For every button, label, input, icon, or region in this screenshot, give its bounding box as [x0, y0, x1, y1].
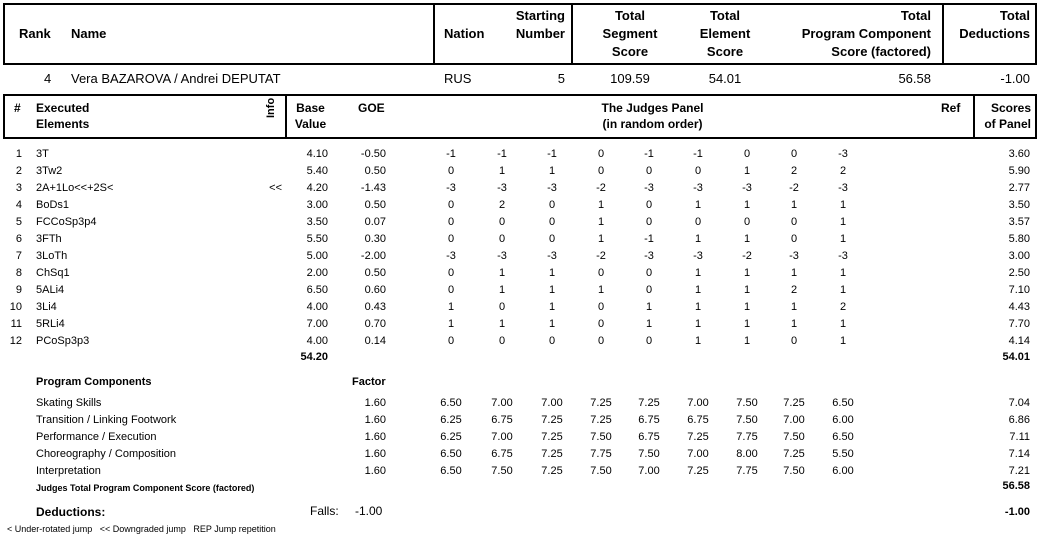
component-name: Choreography / Composition: [36, 448, 177, 460]
element-base-value: 7.00: [306, 318, 328, 330]
component-judge-score: 7.25: [541, 414, 563, 426]
element-judge-score: 1: [548, 301, 556, 313]
element-judge-score: -1: [693, 148, 703, 160]
pcs-total-label: Judges Total Program Component Score (factored): [36, 483, 255, 493]
element-base-value: 5.40: [306, 165, 328, 177]
component-judge-score: 7.00: [783, 414, 805, 426]
element-judge-score: 0: [548, 233, 556, 245]
element-judge-score: 0: [790, 233, 798, 245]
component-judge-score: 6.50: [440, 397, 462, 409]
component-judge-score: 7.50: [590, 465, 612, 477]
component-judge-score: 8.00: [736, 448, 758, 460]
component-judge-score: 7.00: [638, 465, 660, 477]
element-panel-score: 5.90: [1008, 165, 1030, 177]
element-judge-score: -1: [547, 148, 557, 160]
component-judge-score: 7.50: [736, 414, 758, 426]
element-panel-score: 7.10: [1008, 284, 1030, 296]
col-scores-of-panel: Scores of Panel: [984, 101, 1031, 131]
component-panel-score: 7.04: [1008, 397, 1030, 409]
elements-header-divider-a: [285, 94, 287, 137]
element-number: 8: [15, 267, 22, 279]
skater-nation: RUS: [444, 71, 472, 86]
element-number: 12: [9, 335, 22, 347]
element-judge-score: 0: [645, 267, 653, 279]
element-base-value: 4.00: [306, 301, 328, 313]
element-number: 9: [15, 284, 22, 296]
element-goe: 0.14: [364, 335, 386, 347]
component-panel-score: 7.11: [1009, 431, 1030, 443]
element-judge-score: 0: [548, 335, 556, 347]
element-info: <<: [269, 182, 282, 194]
component-judge-score: 7.25: [687, 431, 709, 443]
element-judge-score: 0: [597, 165, 605, 177]
deductions-total: -1.00: [1004, 506, 1030, 518]
component-judge-score: 6.75: [491, 414, 513, 426]
element-code: 3Tw2: [36, 165, 63, 177]
skater-deductions: -1.00: [1000, 71, 1030, 86]
skater-start-number: 5: [557, 71, 565, 86]
element-code: 3T: [36, 148, 49, 160]
element-code: 5ALi4: [36, 284, 65, 296]
element-judge-score: 0: [447, 284, 455, 296]
element-goe: -2.00: [360, 250, 386, 262]
element-judge-score: 0: [597, 318, 605, 330]
element-panel-score: 3.00: [1008, 250, 1030, 262]
header-total-pcs: Total Program Component Score (factored): [801, 8, 931, 59]
component-judge-score: 7.25: [638, 397, 660, 409]
element-judge-score: 0: [694, 165, 702, 177]
element-judge-score: 1: [839, 233, 847, 245]
element-judge-score: -3: [789, 250, 799, 262]
element-judge-score: 1: [447, 318, 455, 330]
skater-tss: 109.59: [610, 71, 650, 86]
col-judges-panel: The Judges Panel (in random order): [601, 101, 704, 131]
element-judge-score: 1: [694, 335, 702, 347]
header-starting-number: Starting Number: [515, 8, 565, 41]
element-judge-score: 1: [498, 284, 506, 296]
element-number: 7: [15, 250, 22, 262]
element-number: 10: [9, 301, 22, 313]
element-base-value: 6.50: [306, 284, 328, 296]
component-judge-score: 6.00: [832, 414, 854, 426]
element-judge-score: 1: [743, 318, 751, 330]
col-ref: Ref: [941, 101, 961, 115]
element-goe: 0.50: [364, 165, 386, 177]
element-judge-score: 1: [548, 284, 556, 296]
element-judge-score: 1: [743, 165, 751, 177]
element-judge-score: 0: [447, 165, 455, 177]
element-goe: -1.43: [360, 182, 386, 194]
component-judge-score: 7.25: [783, 397, 805, 409]
component-factor: 1.60: [364, 431, 386, 443]
component-factor: 1.60: [364, 397, 386, 409]
element-judge-score: 0: [597, 301, 605, 313]
falls-label: Falls:: [310, 504, 339, 518]
element-base-value: 3.50: [306, 216, 328, 228]
element-goe: 0.43: [364, 301, 386, 313]
element-judge-score: 0: [645, 335, 653, 347]
element-number: 2: [15, 165, 22, 177]
element-judge-score: 1: [790, 301, 798, 313]
element-judge-score: 1: [743, 267, 751, 279]
element-judge-score: 0: [447, 216, 455, 228]
component-judge-score: 7.50: [736, 397, 758, 409]
skater-pcs: 56.58: [898, 71, 931, 86]
element-judge-score: 0: [743, 148, 751, 160]
element-judge-score: 1: [839, 199, 847, 211]
element-judge-score: 0: [790, 216, 798, 228]
component-judge-score: 6.50: [440, 465, 462, 477]
col-executed-elements: Executed Elements: [36, 101, 90, 131]
col-goe: GOE: [358, 101, 385, 115]
element-judge-score: 0: [447, 267, 455, 279]
skater-rank: 4: [44, 71, 52, 86]
element-judge-score: 1: [645, 318, 653, 330]
component-judge-score: 7.25: [541, 431, 563, 443]
component-judge-score: 7.00: [541, 397, 563, 409]
element-judge-score: 2: [839, 165, 847, 177]
component-judge-score: 7.25: [590, 414, 612, 426]
element-judge-score: -3: [838, 148, 848, 160]
component-judge-score: 7.25: [541, 448, 563, 460]
element-judge-score: 1: [694, 267, 702, 279]
component-judge-score: 6.50: [440, 448, 462, 460]
element-judge-score: 1: [694, 301, 702, 313]
element-judge-score: 1: [645, 301, 653, 313]
element-number: 6: [15, 233, 22, 245]
element-judge-score: 1: [597, 199, 605, 211]
element-judge-score: 0: [498, 216, 506, 228]
element-code: 3FTh: [36, 233, 62, 245]
element-base-value: 5.50: [306, 233, 328, 245]
element-judge-score: 1: [548, 318, 556, 330]
program-components-title: Program Components: [36, 376, 152, 388]
header-total-deductions: Total Deductions: [959, 8, 1030, 41]
component-judge-score: 6.25: [440, 431, 462, 443]
element-judge-score: 0: [645, 199, 653, 211]
component-judge-score: 7.75: [736, 465, 758, 477]
element-judge-score: 1: [548, 165, 556, 177]
element-goe: 0.50: [364, 267, 386, 279]
element-judge-score: 1: [839, 267, 847, 279]
element-code: 3Li4: [36, 301, 57, 313]
element-judge-score: 0: [597, 148, 605, 160]
element-judge-score: -3: [446, 182, 456, 194]
element-code: ChSq1: [36, 267, 70, 279]
element-judge-score: 2: [839, 301, 847, 313]
header-nation: Nation: [444, 26, 485, 41]
element-judge-score: -3: [446, 250, 456, 262]
element-judge-score: 0: [645, 216, 653, 228]
element-judge-score: 1: [498, 165, 506, 177]
component-judge-score: 7.25: [590, 397, 612, 409]
element-judge-score: 0: [790, 335, 798, 347]
element-judge-score: 1: [743, 233, 751, 245]
col-base-value: Base Value: [294, 101, 327, 131]
element-base-value: 4.10: [306, 148, 328, 160]
element-judge-score: -2: [596, 250, 606, 262]
element-judge-score: 0: [645, 165, 653, 177]
element-code: BoDs1: [36, 199, 70, 211]
element-panel-score: 3.50: [1008, 199, 1030, 211]
component-judge-score: 7.25: [687, 465, 709, 477]
element-number: 5: [15, 216, 22, 228]
component-judge-score: 5.50: [832, 448, 854, 460]
elements-score-total: 54.01: [1002, 351, 1030, 363]
element-base-value: 2.00: [306, 267, 328, 279]
element-judge-score: 0: [645, 284, 653, 296]
element-judge-score: -1: [446, 148, 456, 160]
element-judge-score: 0: [743, 216, 751, 228]
element-panel-score: 5.80: [1008, 233, 1030, 245]
component-judge-score: 6.75: [638, 414, 660, 426]
element-number: 4: [15, 199, 22, 211]
header-divider-1: [433, 3, 435, 63]
element-judge-score: 0: [498, 233, 506, 245]
element-judge-score: 1: [743, 284, 751, 296]
element-judge-score: 1: [743, 335, 751, 347]
component-judge-score: 7.00: [491, 397, 513, 409]
element-judge-score: 1: [790, 199, 798, 211]
pcs-total-score: 56.58: [1002, 480, 1030, 492]
element-judge-score: 1: [743, 301, 751, 313]
element-panel-score: 4.14: [1008, 335, 1030, 347]
header-divider-2: [571, 3, 573, 63]
element-code: FCCoSp3p4: [36, 216, 97, 228]
element-judge-score: -1: [644, 233, 654, 245]
program-components-factor-header: Factor: [352, 376, 386, 388]
element-judge-score: 1: [743, 199, 751, 211]
element-panel-score: 3.57: [1008, 216, 1030, 228]
element-goe: 0.07: [364, 216, 386, 228]
element-number: 1: [15, 148, 22, 160]
component-name: Performance / Execution: [36, 431, 157, 443]
element-judge-score: -3: [497, 182, 507, 194]
component-judge-score: 7.50: [491, 465, 513, 477]
component-judge-score: 6.00: [832, 465, 854, 477]
element-code: 3LoTh: [36, 250, 68, 262]
legend: < Under-rotated jump << Downgraded jump REP Jump repetition: [7, 524, 276, 534]
element-code: 2A+1Lo<<+2S<: [36, 182, 114, 194]
component-judge-score: 6.25: [440, 414, 462, 426]
element-judge-score: 2: [790, 284, 798, 296]
element-judge-score: 0: [694, 216, 702, 228]
component-judge-score: 7.50: [590, 431, 612, 443]
element-judge-score: 1: [548, 267, 556, 279]
element-judge-score: -3: [644, 182, 654, 194]
element-code: 5RLi4: [36, 318, 65, 330]
element-judge-score: 2: [790, 165, 798, 177]
component-judge-score: 6.75: [638, 431, 660, 443]
element-number: 11: [10, 318, 22, 330]
element-judge-score: 0: [597, 267, 605, 279]
component-name: Interpretation: [36, 465, 101, 477]
skater-tes: 54.01: [708, 71, 742, 86]
element-judge-score: 1: [597, 216, 605, 228]
element-judge-score: -2: [742, 250, 752, 262]
component-panel-score: 6.86: [1008, 414, 1030, 426]
element-judge-score: -1: [644, 148, 654, 160]
component-judge-score: 7.25: [783, 448, 805, 460]
element-code: PCoSp3p3: [36, 335, 90, 347]
element-judge-score: 2: [498, 199, 506, 211]
base-value-total: 54.20: [300, 351, 328, 363]
falls-value: -1.00: [355, 504, 383, 518]
element-judge-score: -2: [596, 182, 606, 194]
header-total-element-score: Total Element Score: [699, 8, 751, 59]
element-judge-score: -3: [497, 250, 507, 262]
component-judge-score: 7.50: [783, 465, 805, 477]
element-judge-score: 1: [597, 284, 605, 296]
element-base-value: 3.00: [306, 199, 328, 211]
elements-header-box: [3, 94, 1037, 139]
element-judge-score: 1: [694, 284, 702, 296]
element-judge-score: 1: [839, 335, 847, 347]
element-judge-score: 0: [548, 216, 556, 228]
component-panel-score: 7.21: [1008, 465, 1030, 477]
element-judge-score: 1: [839, 318, 847, 330]
element-judge-score: 1: [447, 301, 455, 313]
component-factor: 1.60: [364, 414, 386, 426]
col-info: Info: [265, 97, 277, 118]
component-judge-score: 7.75: [590, 448, 612, 460]
element-judge-score: 1: [839, 216, 847, 228]
element-judge-score: 1: [839, 284, 847, 296]
component-judge-score: 7.50: [638, 448, 660, 460]
header-total-segment-score: Total Segment Score: [602, 8, 658, 59]
deductions-label: Deductions:: [36, 505, 106, 519]
element-goe: 0.50: [364, 199, 386, 211]
element-judge-score: 1: [694, 233, 702, 245]
element-judge-score: 1: [790, 267, 798, 279]
element-judge-score: 1: [597, 233, 605, 245]
element-judge-score: -3: [547, 182, 557, 194]
component-judge-score: 6.50: [832, 431, 854, 443]
component-factor: 1.60: [364, 465, 386, 477]
element-goe: -0.50: [360, 148, 386, 160]
element-judge-score: -3: [693, 250, 703, 262]
component-name: Skating Skills: [36, 397, 102, 409]
element-panel-score: 7.70: [1008, 318, 1030, 330]
component-panel-score: 7.14: [1008, 448, 1030, 460]
header-rank: Rank: [19, 26, 51, 41]
col-num: #: [14, 101, 21, 115]
element-judge-score: -1: [497, 148, 507, 160]
element-judge-score: -3: [644, 250, 654, 262]
element-judge-score: 0: [447, 233, 455, 245]
element-base-value: 5.00: [306, 250, 328, 262]
component-judge-score: 7.00: [491, 431, 513, 443]
element-base-value: 4.00: [306, 335, 328, 347]
element-judge-score: -3: [742, 182, 752, 194]
component-judge-score: 7.00: [687, 448, 709, 460]
skater-name: Vera BAZAROVA / Andrei DEPUTAT: [71, 71, 281, 86]
element-judge-score: 1: [498, 318, 506, 330]
element-judge-score: -2: [789, 182, 799, 194]
element-panel-score: 4.43: [1008, 301, 1030, 313]
component-judge-score: 7.00: [687, 397, 709, 409]
element-goe: 0.70: [364, 318, 386, 330]
element-number: 3: [15, 182, 22, 194]
element-judge-score: -3: [547, 250, 557, 262]
component-name: Transition / Linking Footwork: [36, 414, 177, 426]
header-divider-3: [942, 3, 944, 63]
component-judge-score: 7.25: [541, 465, 563, 477]
element-judge-score: 1: [694, 318, 702, 330]
element-judge-score: 1: [694, 199, 702, 211]
element-goe: 0.30: [364, 233, 386, 245]
element-judge-score: 0: [447, 199, 455, 211]
component-judge-score: 7.75: [736, 431, 758, 443]
component-factor: 1.60: [364, 448, 386, 460]
element-judge-score: -3: [838, 250, 848, 262]
component-judge-score: 6.75: [491, 448, 513, 460]
element-judge-score: 0: [447, 335, 455, 347]
element-judge-score: 1: [790, 318, 798, 330]
element-judge-score: 1: [498, 267, 506, 279]
header-name: Name: [71, 26, 107, 41]
element-judge-score: -3: [838, 182, 848, 194]
element-judge-score: 0: [548, 199, 556, 211]
element-panel-score: 2.50: [1008, 267, 1030, 279]
element-judge-score: 0: [790, 148, 798, 160]
element-judge-score: -3: [693, 182, 703, 194]
element-panel-score: 2.77: [1008, 182, 1030, 194]
element-panel-score: 3.60: [1008, 148, 1030, 160]
element-judge-score: 0: [498, 301, 506, 313]
element-base-value: 4.20: [306, 182, 328, 194]
element-judge-score: 0: [597, 335, 605, 347]
component-judge-score: 6.50: [832, 397, 854, 409]
element-goe: 0.60: [364, 284, 386, 296]
component-judge-score: 7.50: [783, 431, 805, 443]
component-judge-score: 6.75: [687, 414, 709, 426]
element-judge-score: 0: [498, 335, 506, 347]
